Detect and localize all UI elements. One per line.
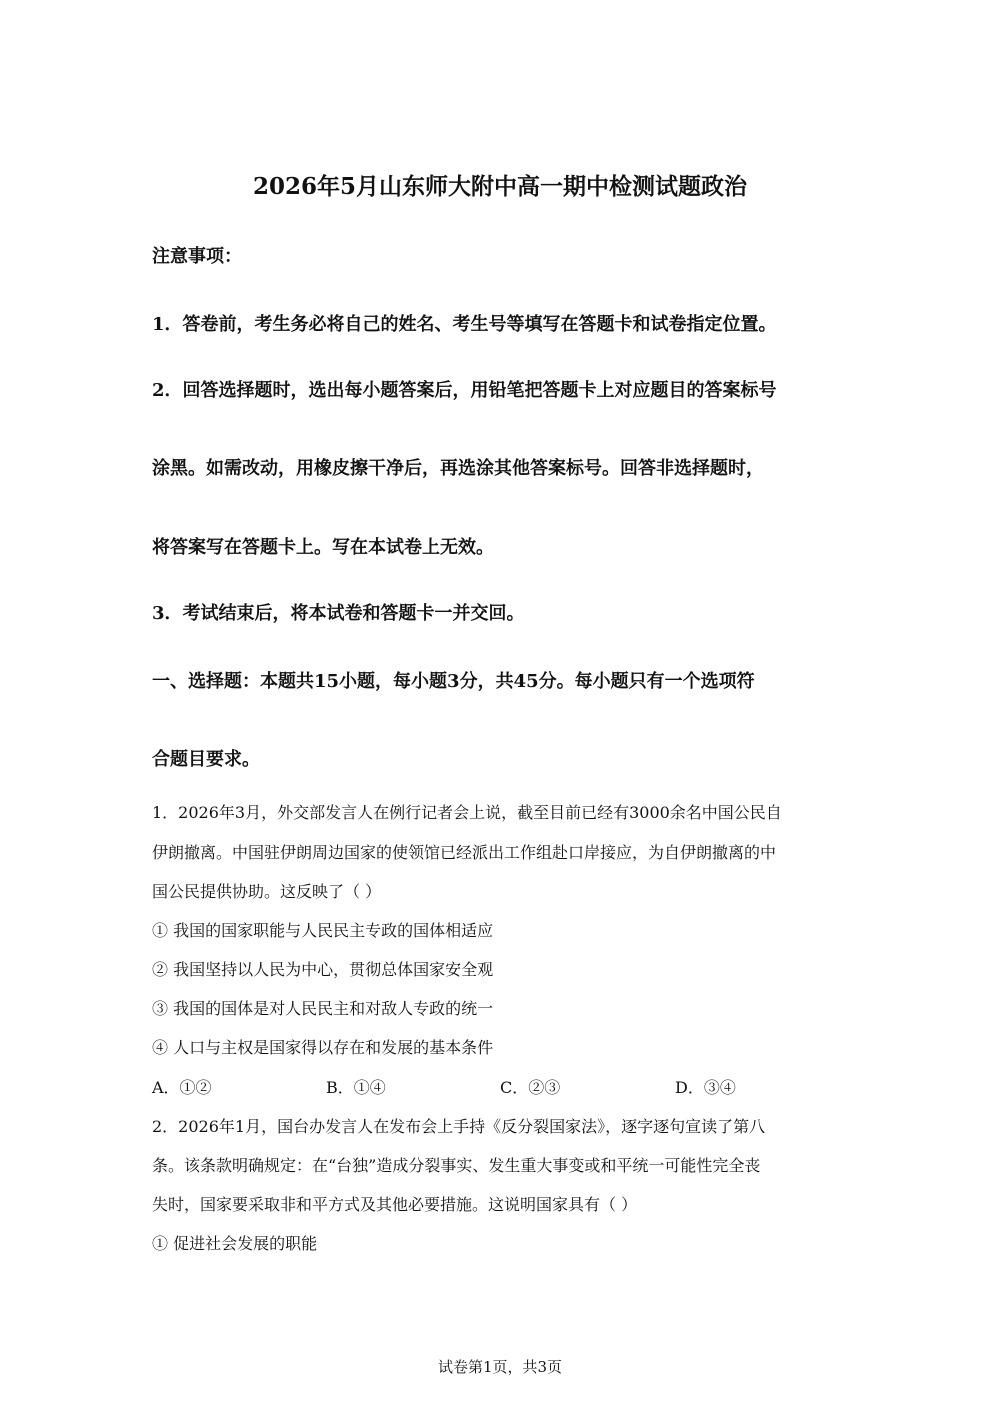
notice-heading: 注意事项： [152, 246, 242, 267]
notice-line: 2．回答选择题时，选出每小题答案后，用铅笔把答题卡上对应题目的答案标号 [152, 380, 777, 401]
answer-option-a: A．①② [152, 1078, 212, 1097]
answer-option-c: C．②③ [500, 1078, 561, 1097]
statement-item: ④ 人口与主权是国家得以存在和发展的基本条件 [152, 1038, 494, 1057]
page-footer: 试卷第1页，共3页 [437, 1358, 563, 1376]
question-stem-line: 2．2026年1月，国台办发言人在发布会上手持《反分裂国家法》，逐字逐句宣读了第八 [152, 1117, 766, 1136]
notice-line: 将答案写在答题卡上。写在本试卷上无效。 [152, 537, 494, 558]
statement-item: ① 促进社会发展的职能 [152, 1234, 318, 1253]
statement-item: ③ 我国的国体是对人民民主和对敌人专政的统一 [152, 999, 494, 1018]
question-stem-line: 条。该条款明确规定：在“台独”造成分裂事实、发生重大事变或和平统一可能性完全丧 [152, 1156, 761, 1175]
question-stem-line: 失时，国家要采取非和平方式及其他必要措施。这说明国家具有（ ） [152, 1195, 638, 1214]
answer-option-d: D．③④ [675, 1078, 736, 1097]
statement-item: ① 我国的国家职能与人民民主专政的国体相适应 [152, 921, 494, 940]
section-heading: 合题目要求。 [152, 749, 260, 770]
section-heading: 一、选择题：本题共15小题，每小题3分，共45分。每小题只有一个选项符 [152, 671, 755, 692]
notice-line: 3．考试结束后，将本试卷和答题卡一并交回。 [152, 603, 525, 624]
statement-item: ② 我国坚持以人民为中心，贯彻总体国家安全观 [152, 960, 494, 979]
page-title: 2026年5月山东师大附中高一期中检测试题政治 [252, 173, 748, 200]
question-stem-line: 国公民提供协助。这反映了（ ） [152, 882, 382, 901]
notice-line: 1．答卷前，考生务必将自己的姓名、考生号等填写在答题卡和试卷指定位置。 [152, 314, 777, 335]
question-stem-line: 1．2026年3月，外交部发言人在例行记者会上说，截至目前已经有3000余名中国公民自 [152, 803, 782, 822]
notice-line: 涂黑。如需改动，用橡皮擦干净后，再选涂其他答案标号。回答非选择题时， [152, 458, 764, 479]
answer-option-b: B．①④ [326, 1078, 386, 1097]
question-stem-line: 伊朗撤离。中国驻伊朗周边国家的使领馆已经派出工作组赴口岸接应，为自伊朗撤离的中 [152, 843, 777, 862]
